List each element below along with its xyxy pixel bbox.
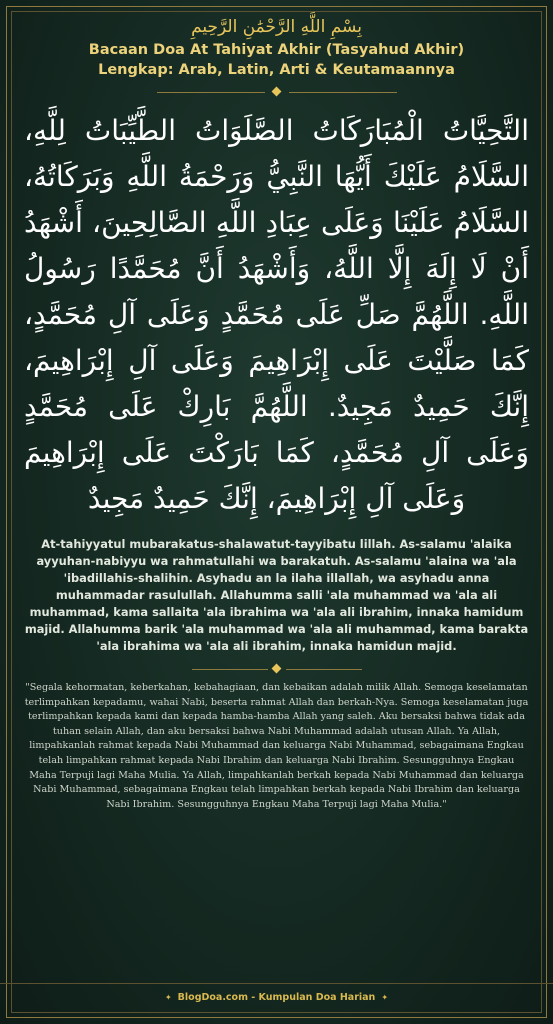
divider-line-left <box>192 669 268 670</box>
divider-line-right <box>286 669 362 670</box>
top-divider <box>157 86 397 100</box>
footer-link[interactable]: BlogDoa.com - Kumpulan Doa Harian <box>177 992 376 1003</box>
diamond-ornament-icon <box>271 664 281 674</box>
footer <box>0 983 553 1012</box>
arabic-paragraph: التَّحِيَّاتُ الْمُبَارَكَاتُ الصَّلَوَاتُ الطَّيِّبَاتُ لِلَّهِ، السَّلَامُ عَلَيْكَ أَيُّهَا النَّبِيُّ وَرَحْمَةُ اللَّهِ وَبَرَكَاتُهُ، السَّلَامُ عَلَيْنَا وَعَلَى عِبَادِ اللَّهِ الصَّالِحِينَ، أَشْهَدُ أَنْ لَا إِلَهَ إِلَّا اللَّهُ، وَأَشْهَدُ أَنَّ مُحَمَّدًا رَسُولُ اللَّهِ. اللَّهُمَّ صَلِّ عَلَى مُحَمَّدٍ وَعَلَى آلِ مُحَمَّدٍ، كَمَا صَلَّيْتَ عَلَى إِبْرَاهِيمَ وَعَلَى آلِ إِبْرَاهِيمَ، إِنَّكَ حَمِيدٌ مَجِيدٌ. اللَّهُمَّ بَارِكْ عَلَى مُحَمَّدٍ وَعَلَى آلِ مُحَمَّدٍ، كَمَا بَارَكْتَ عَلَى إِبْرَاهِيمَ وَعَلَى آلِ إِبْرَاهِيمَ، إِنَّكَ حَمِيدٌ مَجِيدٌ <box>24 114 529 515</box>
bismillah-heading: بِسْمِ اللَّهِ الرَّحْمَٰنِ الرَّحِيمِ <box>191 17 362 37</box>
content <box>24 14 529 812</box>
star-icon: ✦ <box>381 993 389 1002</box>
translation-text: "Segala kehormatan, keberkahan, kebahagiaan, dan kebaikan adalah milik Allah. Semoga keselamatan terlimpahkan kepadamu, wahai Nabi, beserta rahmat Allah dan berkah-Nya. Semoga keselamatan juga terlimpahkan kepada kami dan kepada hamba-hamba Allah yang saleh. Aku bersaksi bahwa tidak ada tuhan selain Allah, dan aku bersaksi bahwa Nabi Muhammad adalah utusan Allah. Ya Allah, limpahkanlah rahmat kepada Nabi Muhammad dan keluarga Nabi Muhammad, sebagaimana Engkau telah limpahkan rahmat kepada Nabi Ibrahim dan keluarga Nabi Ibrahim. Sesungguhnya Engkau Maha Terpuji lagi Maha Mulia. Ya Allah, limpahkanlah berkah kepada Nabi Muhammad dan keluarga Nabi Muhammad, sebagaimana Engkau telah limpahkan berkah kepada Nabi Ibrahim dan keluarga Nabi Ibrahim. Sesungguhnya Engkau Maha Terpuji lagi Maha Mulia." <box>24 682 529 810</box>
latin-transliteration: At-tahiyyatul mubarakatus-shalawatut-tayyibatu lillah. As-salamu 'alaika ayyuhan-nabiyyu wa rahmatullahi wa barakatuh. As-salamu 'alaina wa 'ala 'ibadillahis-shalihin. Asyhadu an la ilaha illallah, wa asyhadu anna muhammadar rasulullah. Allahumma salli 'ala muhammad wa 'ala ali muhammad, kama sallaita 'ala ibrahima wa 'ala ali ibrahim, innaka hamidum majid. Allahumma barik 'ala muhammad wa 'ala ali muhammad, kama barakta 'ala ibrahima wa 'ala ali ibrahim, innaka hamidun majid. <box>24 537 529 653</box>
page-title <box>24 40 529 80</box>
title-line-1: Bacaan Doa At Tahiyat Akhir (Tasyahud Akhir) <box>88 42 465 58</box>
star-icon: ✦ <box>164 993 172 1002</box>
diamond-ornament-icon <box>271 87 281 97</box>
middle-divider <box>192 663 362 677</box>
divider-line-right <box>289 92 397 93</box>
arabic-text <box>24 108 529 522</box>
title-line-2: Lengkap: Arab, Latin, Arti & Keutamaannya <box>98 62 455 78</box>
divider-line-left <box>157 92 265 93</box>
